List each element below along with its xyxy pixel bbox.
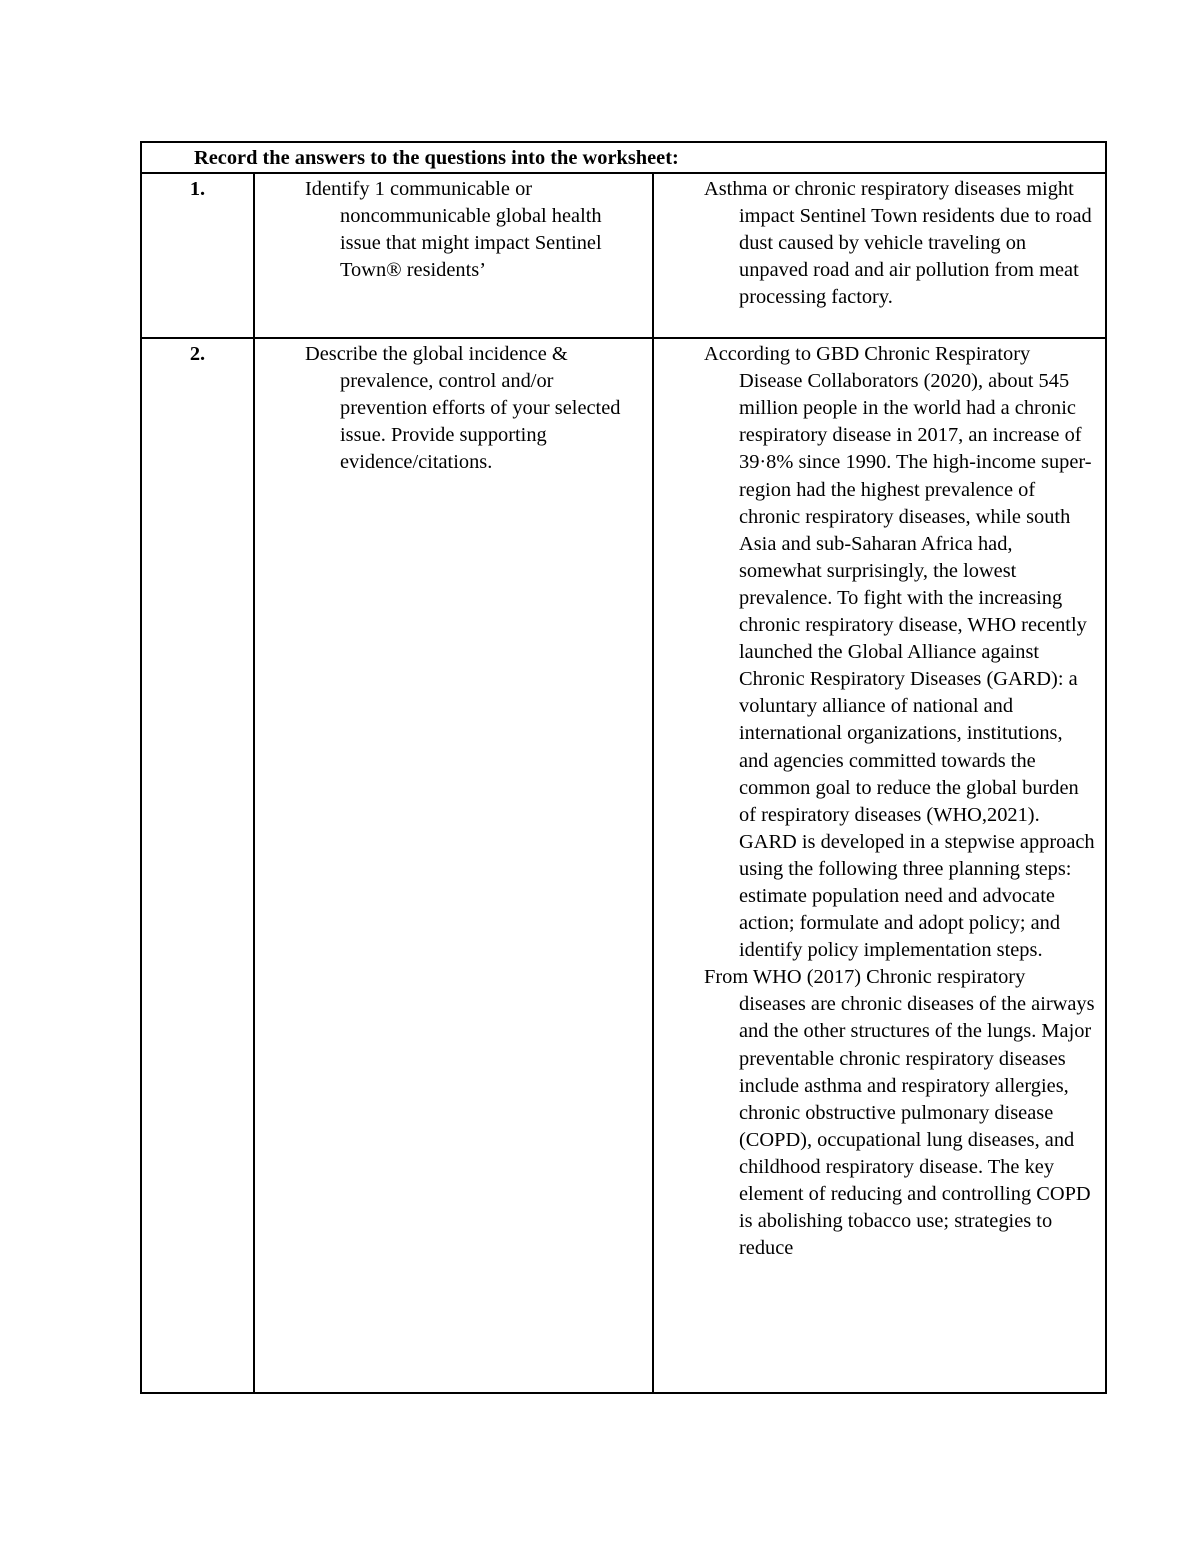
answer-paragraph: Asthma or chronic respiratory diseases might impact Sentinel Town residents due to road dust caused by vehicle traveling on unpaved road and air pollution from meat processing factory. <box>704 178 1092 309</box>
worksheet-header-row <box>141 142 1106 173</box>
answer-paragraph: According to GBD Chronic Respiratory Disease Collaborators (2020), about 545 million people in the world had a chronic respiratory disease in 2017, an increase of 39·8% since 1990. The high-income super-region had the highest prevalence of chronic respiratory diseases, while south Asia and sub-Saharan Africa had, somewhat surprisingly, the lowest prevalence. To fight with the increasing chronic respiratory disease, WHO recently launched the Global Alliance against Chronic Respiratory Diseases (GARD): a voluntary alliance of national and international organizations, institutions, and agencies committed towards the common goal to reduce the global burden of respiratory diseases (WHO,2021). GARD is developed in a stepwise approach using the following three planning steps: estimate population need and advocate action; formulate and adopt policy; and identify policy implementation steps. <box>704 343 1095 962</box>
question-cell <box>254 338 653 1393</box>
answer-paragraph: From WHO (2017) Chronic respiratory diseases are chronic diseases of the airways and the other structures of the lungs. Major preventable chronic respiratory diseases include asthma and respiratory allergies, chronic obstructive pulmonary disease (COPD), occupational lung diseases, and childhood respiratory disease. The key element of reducing and controlling COPD is abolishing tobacco use; strategies to reduce <box>704 966 1095 1260</box>
answer-cell <box>653 338 1106 1393</box>
question-number: 1. <box>141 173 254 338</box>
worksheet-table <box>140 141 1107 1394</box>
answer-cell <box>653 173 1106 338</box>
table-row <box>141 338 1106 1393</box>
worksheet-header: Record the answers to the questions into the worksheet: <box>141 142 1106 173</box>
question-text: Describe the global incidence & prevalence, control and/or prevention efforts of your selected issue. Provide supporting evidence/citations. <box>305 343 621 474</box>
question-text: Identify 1 communicable or noncommunicable global health issue that might impact Sentinel Town® residents’ <box>305 178 602 282</box>
question-cell <box>254 173 653 338</box>
table-row <box>141 173 1106 338</box>
question-number: 2. <box>141 338 254 1393</box>
